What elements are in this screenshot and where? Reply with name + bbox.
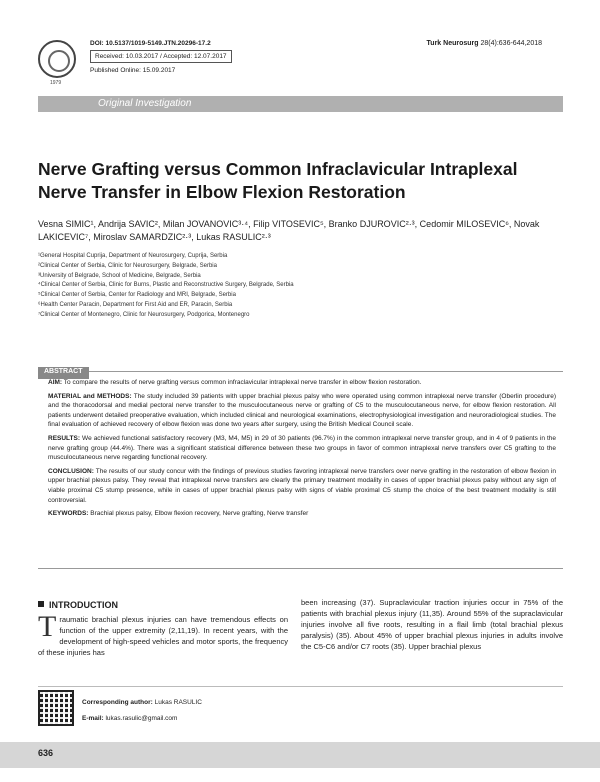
abstract-header: [38, 360, 563, 375]
affiliation-item: ⁷Clinical Center of Montenegro, Clinic for Neurosurgery, Podgorica, Montenegro: [38, 311, 250, 318]
journal-citation: [427, 40, 542, 47]
abstract-conclusion: [48, 467, 556, 505]
section-label: Original Investigation: [98, 98, 192, 109]
article-meta: [90, 40, 232, 74]
corresponding-divider: [38, 686, 563, 687]
abstract-results: [48, 434, 556, 463]
article-title: Nerve Grafting versus Common Infraclavicular Intraplexal Nerve Transfer in Elbow Flexion Restoration: [38, 159, 518, 202]
published-online: Published Online: 15.09.2017: [90, 67, 176, 74]
affiliations: [38, 252, 563, 321]
qr-code-icon: [38, 690, 74, 726]
intro-text-left: raumatic brachial plexus injuries can have tremendous effects on function of the upper extremity (2,11,19). In recent years, with the development of high-speed vehicles and motor sports, the frequency of these injuries has: [38, 615, 288, 657]
journal-name: Turk Neurosurg: [426, 40, 479, 47]
abstract-body: [48, 378, 556, 523]
received-accepted: Received: 10.03.2017 / Accepted: 12.07.2017: [90, 50, 232, 63]
intro-heading: INTRODUCTION: [38, 600, 118, 610]
abstract-keywords: [48, 509, 556, 519]
abstract-aim: [48, 378, 556, 388]
logo-caption: 1979: [50, 80, 62, 86]
page-number: 636: [38, 748, 54, 758]
methods-text: The study included 39 patients with upper brachial plexus palsy who were operated using common intraplexal nerve transfer (Oberlin procedure) and the thoracodorsal and medial pectoral nerve transfer to the musculocutaneous nerve or grafting of C5 to the musculocutaneous nerve, for elbow flexion restoration. All patients underwent detailed preoperative evaluation, which included clinical and neurological examinations, electrophysiological investigation and neuroradiological studies. The final evaluation of achieved recovery of elbow flexion was done two years after surgery, using the British Medical Council scale.: [48, 392, 556, 429]
email-link[interactable]: lukas.rasulic@gmail.com: [105, 715, 178, 722]
keywords-label: KEYWORDS:: [48, 510, 89, 518]
corresponding-email: [82, 711, 202, 727]
aim-text: To compare the results of nerve grafting versus common infraclavicular intraplexal nerve transfer in elbow flexion restoration.: [63, 379, 422, 386]
abstract-methods: [48, 392, 556, 430]
footer-band: [0, 742, 600, 768]
abstract-divider: [38, 568, 563, 569]
intro-column-right: been increasing (37). Supraclavicular traction injuries occur in 75% of the patients with brachial plexus injury (11,35). Around 55% of the supraclavicular injuries involve all five roots, resulting in a flail limb (total brachial plexus paralysis) (35). About 45% of upper brachial plexus injuries in adults involve the C5-C6 and/or C7 roots (35). Upper brachial plexus: [301, 598, 563, 651]
author-name: Lukas RASULIC: [154, 699, 202, 706]
affiliation-item: ¹General Hospital Cuprija, Department of Neurosurgery, Cuprija, Serbia: [38, 253, 228, 259]
affiliation-item: ⁶Health Center Paracin, Department for First Aid and ER, Paracin, Serbia: [38, 301, 233, 308]
results-text: We achieved functional satisfactory recovery (M3, M4, M5) in 29 of 30 patients (96.7%) in the common intraplexal nerve transfer group, and in 4 of 9 patients in the nerve grafting group (44.4%). There was a significant statistical difference between these two groups in favor of common intraplexal nerve transfers over C5 grafting to the musculocutaneous nerve regarding functional recovery.: [48, 434, 556, 462]
drop-cap: T: [38, 610, 57, 643]
affiliation-item: ⁵Clinical Center of Serbia, Center for Radiology and MRI, Belgrade, Serbia: [38, 292, 236, 299]
journal-ref: 28(4):636-644,2018: [480, 40, 542, 47]
section-banner: [38, 96, 563, 112]
methods-label: MATERIAL and METHODS:: [48, 392, 132, 400]
keywords-text: Brachial plexus palsy, Elbow flexion recovery, Nerve grafting, Nerve transfer: [90, 510, 309, 518]
email-label: E-mail:: [82, 715, 104, 722]
affiliation-item: ³University of Belgrade, School of Medicine, Belgrade, Serbia: [38, 272, 201, 279]
conclusion-label: CONCLUSION:: [48, 467, 94, 475]
doi[interactable]: DOI: 10.5137/1019-5149.JTN.20296-17.2: [90, 40, 211, 47]
affiliation-item: ²Clinical Center of Serbia, Clinic for Neurosurgery, Belgrade, Serbia: [38, 262, 217, 269]
author-list: Vesna SIMIC¹, Andrija SAVIC², Milan JOVANOVIC³·⁴, Filip VITOSEVIC⁵, Branko DJUROVIC²·³, Cedomir MILOSEVIC⁶, Novak LAKICEVIC⁷, Miroslav SAMARDZIC²·³, Lukas RASULIC²·³: [38, 219, 540, 242]
corresponding-info: [82, 695, 202, 727]
results-label: RESULTS:: [48, 434, 81, 442]
author-label: Corresponding author:: [82, 699, 153, 706]
corresponding-author: [82, 695, 202, 711]
abstract-heading: ABSTRACT: [38, 367, 89, 379]
intro-column-left: [38, 610, 288, 658]
conclusion-text: The results of our study concur with the findings of previous studies favoring intraplexal nerve transfers over nerve grafting in the restoration of elbow flexion in upper brachial plexus palsy. They reveal that intraplexal nerve transfers are clearly the primary treatment modality in cases of upper brachial plexus palsy without any sign of viable proximal C5 stump presence, while in cases of upper brachial plexus palsy with signs of viable proximal C5 stump the choice of the best treatment modality is still controversial.: [48, 467, 556, 504]
affiliation-item: ⁴Clinical Center of Serbia, Clinic for Burns, Plastic and Reconstructive Surgery, Belgrade, Serbia: [38, 282, 294, 289]
journal-logo: [38, 40, 76, 78]
aim-label: AIM:: [48, 379, 63, 386]
